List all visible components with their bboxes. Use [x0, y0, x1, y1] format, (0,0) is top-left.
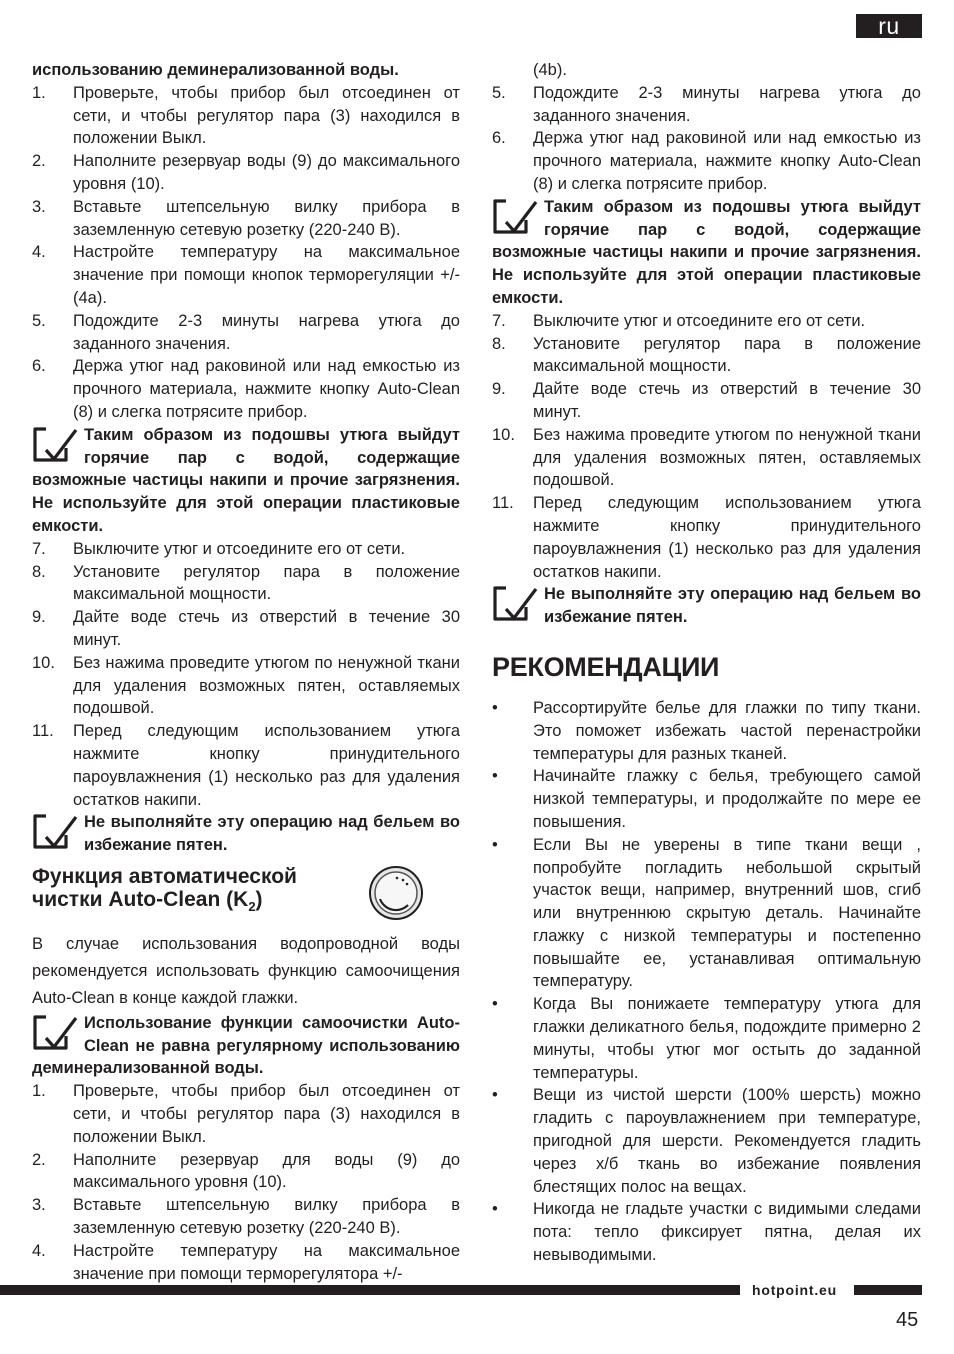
list-item-text: Перед следующим использованием утюга нажмите кнопку принудительного пароувлажнения (1) несколько раз для удаления остатков накипи. [533, 494, 921, 581]
list-item [32, 652, 460, 720]
page-number: 45 [896, 1309, 919, 1331]
list-item [492, 127, 921, 195]
list-item [32, 1240, 460, 1286]
recommendation-item [492, 765, 921, 833]
list-item [32, 310, 460, 356]
note-block [32, 1012, 460, 1080]
section-title-end: ) [255, 887, 263, 911]
auto-clean-knob-icon [368, 865, 424, 921]
list-item [32, 720, 460, 811]
steps-list-b [492, 310, 921, 584]
steps-list-c [32, 1080, 460, 1285]
note-text: Не выполняйте эту операцию над бельем во избежание пятен. [544, 585, 921, 627]
list-item-text: Дайте воде стечь из отверстий в течение 30 минут. [533, 380, 921, 421]
footer-bar-right [854, 1285, 922, 1295]
list-item-number: 9. [32, 608, 46, 627]
list-item-text: Подождите 2-3 минуты нагрева утюга до заданного значения. [533, 83, 921, 125]
list-item-number: 4. [32, 243, 46, 262]
note-text: Использование функции самоочистки Auto-Clean не равна регулярному использованию деминерализованной воды. [32, 1013, 460, 1078]
footer-bar-left [0, 1285, 740, 1295]
bullet-icon: • [492, 767, 498, 786]
list-item-text: Выключите утюг и отсоедините его от сети. [73, 539, 406, 558]
checkmark-note-icon [492, 198, 544, 236]
list-item-number: 5. [32, 311, 46, 330]
list-item-text: Установите регулятор пара в положение максимальной мощности. [533, 334, 921, 376]
list-item-text: Проверьте, чтобы прибор был отсоединен от сети, и чтобы регулятор пара (3) находился в положении Выкл. [73, 83, 460, 148]
section-title-line1: Функция автоматической [32, 864, 297, 888]
list-item-text: Настройте температуру на максимальное значение при помощи кнопок терморегуляции +/- (4a). [73, 243, 460, 307]
list-item-text: Настройте температуру на максимальное значение при помощи терморегулятора +/- [73, 1241, 460, 1283]
recommendation-item [492, 1198, 921, 1266]
steps-list-a [32, 82, 460, 424]
list-item [32, 1149, 460, 1195]
list-item-number: 2. [32, 152, 46, 171]
list-item-number: 10. [492, 425, 515, 444]
intro-bold-text: использованию деминерализованной воды. [32, 61, 399, 79]
recommendation-item [492, 1084, 921, 1198]
note-text: Таким образом из подошвы утюга выйдут горячие пар с водой, содержащие возможные частицы накипи и прочие загрязнения. Не используйте для этой операции пластиковые емкости. [492, 197, 921, 307]
note-text: Не выполняйте эту операцию над бельем во избежание пятен. [84, 813, 460, 855]
checkmark-note-icon [32, 1014, 84, 1052]
list-item [492, 424, 921, 492]
list-item [492, 310, 921, 333]
checkmark-note-icon [32, 426, 84, 464]
recommendation-item [492, 697, 921, 765]
list-item [32, 606, 460, 652]
list-item [32, 561, 460, 607]
list-item-number: 9. [492, 380, 506, 399]
list-item [32, 150, 460, 196]
list-item-number: 7. [492, 311, 506, 330]
list-item-number: 7. [32, 539, 46, 558]
list-item-number: 11. [32, 722, 54, 741]
list-item-number: 6. [492, 129, 506, 148]
note-block [492, 196, 921, 310]
list-item [32, 1194, 460, 1240]
list-item [32, 241, 460, 309]
recommendation-text: Рассортируйте белье для глажки по типу ткани. Это поможет избежать частой перенастройки температуры для разных тканей. [533, 698, 921, 763]
steps-list-a [492, 82, 921, 196]
list-item [492, 492, 921, 583]
list-item [32, 1080, 460, 1148]
recommendation-item [492, 993, 921, 1084]
list-item-text: Перед следующим использованием утюга нажмите кнопку принудительного пароувлажнения (1) несколько раз для удаления остатков накипи. [73, 722, 460, 809]
list-item-text: Держа утюг над раковиной или над емкостью из прочного материала, нажмите кнопку Auto-Clean (8) и слегка потрясите прибор. [533, 129, 921, 193]
list-item-text: Подождите 2-3 минуты нагрева утюга до заданного значения. [73, 311, 460, 353]
list-item-number: 6. [32, 357, 46, 376]
list-item [492, 333, 921, 379]
recommendations-title: РЕКОМЕНДАЦИИ [492, 651, 720, 682]
list-item-number: 11. [492, 494, 514, 513]
note-block [32, 424, 460, 538]
recommendation-item [492, 834, 921, 994]
language-badge: ru [856, 14, 922, 38]
list-item-number: 3. [32, 197, 46, 216]
section-title-line2: чистки Auto-Clean (K [32, 887, 249, 911]
list-item-text: Без нажима проведите утюгом по ненужной ткани для удаления возможных пятен, оставляемых подошвой. [533, 425, 921, 490]
list-item-number: 3. [32, 1196, 46, 1215]
note-block [492, 583, 921, 629]
recommendation-text: Вещи из чистой шерсти (100% шерсть) можно гладить с пароувлажнением при температуре, пригодной для шерсти. Рекомендуется гладить через х/б ткань во избежание появления блестящих полос на вещах. [533, 1086, 921, 1196]
list-item-number: 8. [32, 562, 46, 581]
bullet-icon: • [492, 835, 498, 854]
continuation-text: (4b). [533, 61, 567, 79]
steps-list-b [32, 538, 460, 812]
bullet-icon: • [492, 1086, 498, 1105]
left-column [32, 59, 460, 1285]
list-item-number: 10. [32, 653, 55, 672]
list-item-text: Проверьте, чтобы прибор был отсоединен от сети, и чтобы регулятор пара (3) находился в положении Выкл. [73, 1082, 460, 1146]
list-item [32, 82, 460, 150]
list-item-text: Наполните резервуар воды (9) до максимального уровня (10). [73, 152, 460, 193]
checkmark-note-icon [32, 813, 84, 851]
list-item-text: Без нажима проведите утюгом по ненужной ткани для удаления возможных пятен, оставляемых подошвой. [73, 653, 460, 718]
recommendation-text: Никогда не гладьте участки с видимыми следами пота: тепло фиксирует пятна, делая их невыводимыми. [533, 1200, 921, 1265]
list-item-text: Дайте воде стечь из отверстий в течение 30 минут. [73, 608, 460, 649]
list-item [32, 196, 460, 242]
list-item-text: Вставьте штепсельную вилку прибора в заземленную сетевую розетку (220-240 В). [73, 197, 460, 239]
list-item [492, 82, 921, 128]
list-item-text: Выключите утюг и отсоедините его от сети. [533, 311, 866, 330]
checkmark-note-icon [492, 585, 544, 623]
bullet-icon: • [492, 995, 498, 1014]
right-column [492, 59, 921, 1267]
list-item-text: Установите регулятор пара в положение максимальной мощности. [73, 562, 460, 604]
recommendation-text: Если Вы не уверены в типе ткани вещи , попробуйте погладить небольшой скрытый участок вещи, например, внутренний шов, сгиб или внутреннюю скрытую деталь. Начинайте глажку с низкой температуры и постепенно повышайте ее, устанавливая оптимальную температуру. [533, 835, 921, 991]
list-item-number: 5. [492, 83, 506, 102]
list-item [32, 538, 460, 561]
list-item-text: Наполните резервуар для воды (9) до максимального уровня (10). [73, 1150, 460, 1192]
bullet-icon: • [492, 1200, 498, 1219]
recommendations-list [492, 697, 921, 1267]
section-body: В случае использования водопроводной воды рекомендуется использовать функцию самоочищения Auto-Clean в конце каждой глажки. [32, 934, 460, 1007]
list-item [492, 378, 921, 424]
note-block [32, 811, 460, 857]
list-item-number: 1. [32, 1082, 46, 1101]
list-item-number: 1. [32, 83, 46, 102]
list-item-number: 4. [32, 1241, 46, 1260]
recommendation-text: Когда Вы понижаете температуру утюга для глажки деликатного белья, подождите примерно 2 минуты, чтобы утюг мог остыть до заданной температуры. [533, 995, 921, 1082]
note-text: Таким образом из подошвы утюга выйдут горячие пар с водой, содержащие возможные частицы накипи и прочие загрязнения. Не используйте для этой операции пластиковые емкости. [32, 425, 460, 535]
section-header [32, 865, 460, 931]
bullet-icon: • [492, 698, 498, 717]
brand-url: hotpoint.eu [752, 1282, 838, 1298]
list-item [32, 355, 460, 423]
recommendation-text: Начинайте глажку с белья, требующего самой низкой температуры, и продолжайте по мере ее повышения. [533, 767, 921, 831]
section-title-subscript: 2 [248, 899, 256, 915]
list-item-text: Вставьте штепсельную вилку прибора в заземленную сетевую розетку (220-240 В). [73, 1196, 460, 1238]
list-item-number: 8. [492, 334, 506, 353]
list-item-text: Держа утюг над раковиной или над емкостью из прочного материала, нажмите кнопку Auto-Clean (8) и слегка потрясите прибор. [73, 357, 460, 421]
list-item-number: 2. [32, 1150, 46, 1169]
